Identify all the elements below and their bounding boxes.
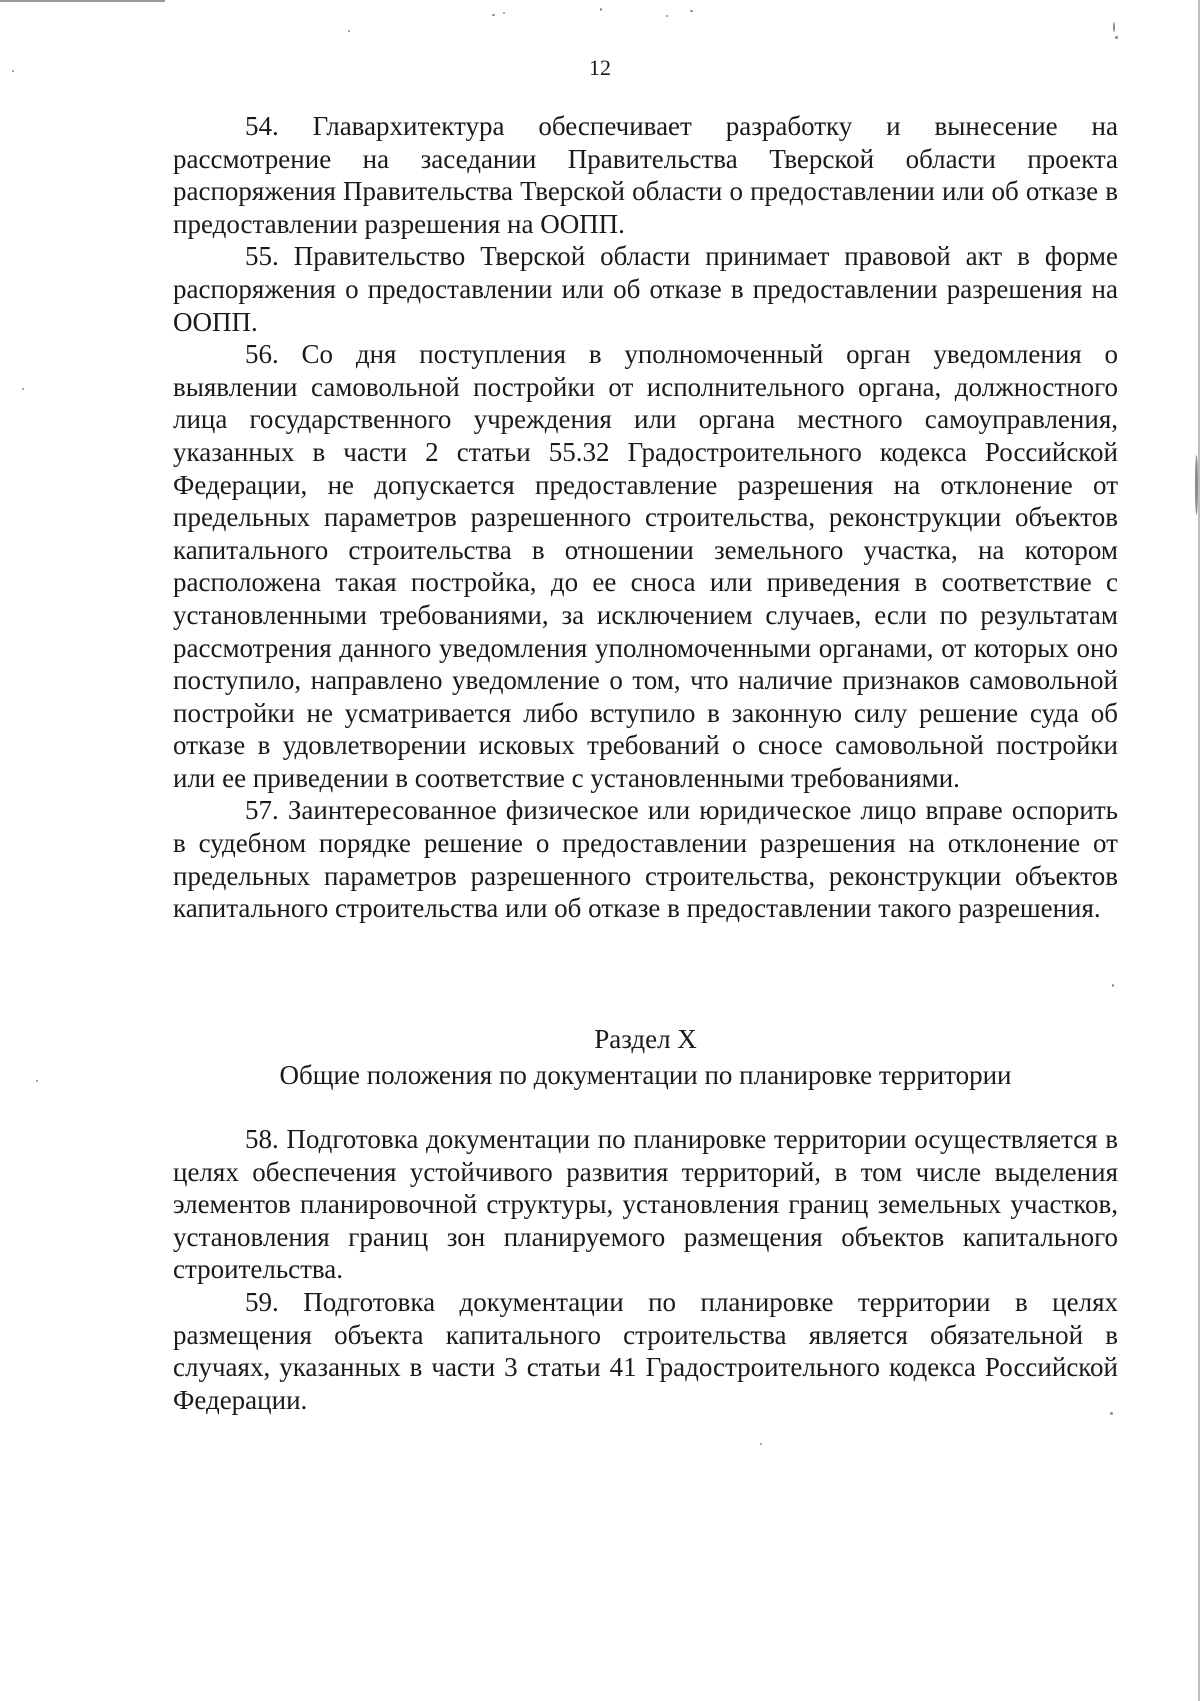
scan-speck [1195, 455, 1198, 515]
paragraph-59: 59. Подготовка документации по планировке территории в целях размещения объекта капитального строительства является обязательной в случаях, указанных в части 3 статьи 41 Градостроительного кодекса Российской Федерации. [173, 1286, 1118, 1415]
section-title: Раздел X [594, 1024, 697, 1054]
scan-speck [503, 12, 505, 14]
section-subtitle: Общие положения по документации по планировке территории [279, 1060, 1012, 1090]
scan-speck [666, 15, 668, 17]
scan-speck [492, 14, 495, 16]
body-text-upper [173, 110, 1118, 925]
scan-speck [760, 1443, 762, 1445]
scan-speck [348, 30, 350, 32]
scan-speck [690, 10, 693, 12]
scan-speck [36, 1080, 38, 1082]
scan-speck [22, 388, 24, 390]
scan-speck [1112, 984, 1114, 987]
paragraph-57: 57. Заинтересованное физическое или юридическое лицо вправе оспорить в судебном порядке решение о предоставлении разрешения на отклонение от предельных параметров разрешенного строительства, реконструкции объектов капитального строительства или об отказе в предоставлении такого разрешения. [173, 795, 1118, 924]
scan-edge-top [0, 0, 165, 2]
paragraph-58: 58. Подготовка документации по планировке территории осуществляется в целях обеспечения устойчивого развития территорий, в том числе выделения элементов планировочной структуры, установления границ земельных участков, установления границ зон планируемого размещения объектов капитального строительства. [173, 1124, 1118, 1285]
body-text-lower [173, 1123, 1118, 1416]
paragraph-55: 55. Правительство Тверской области принимает правовой акт в форме распоряжения о предоставлении или об отказе в предоставлении разрешения на ООПП. [173, 241, 1118, 337]
page-number: 12 [589, 55, 611, 80]
scan-speck [1113, 22, 1115, 32]
scan-speck [600, 8, 602, 11]
paragraph-56: 56. Со дня поступления в уполномоченный орган уведомления о выявлении самовольной постройки от исполнительного органа, должностного лица государственного учреждения или органа местного самоуправления, указанных в части 2 статьи 55.32 Градостроительного кодекса Российской Федерации, не допускается предоставление разрешения на отклонение от предельных параметров разрешенного строительства, реконструкции объектов капитального строительства в отношении земельного участка, на котором расположена такая постройка, до ее сноса или приведения в соответствие с установленными требованиями, за исключением случаев, если по результатам рассмотрения данного уведомления уполномоченными органами, от которых оно поступило, направлено уведомление о том, что наличие признаков самовольной постройки не усматривается либо вступило в законную силу решение суда об отказе в удовлетворении исковых требований о сносе самовольной постройки или ее приведении в соответствие с установленными требованиями. [173, 339, 1118, 793]
scan-speck [1115, 36, 1118, 39]
paragraph-54: 54. Главархитектура обеспечивает разработку и вынесение на рассмотрение на заседании Правительства Тверской области проекта распоряжения Правительства Тверской области о предоставлении или об отказе в предоставлении разрешения на ООПП. [173, 111, 1118, 239]
